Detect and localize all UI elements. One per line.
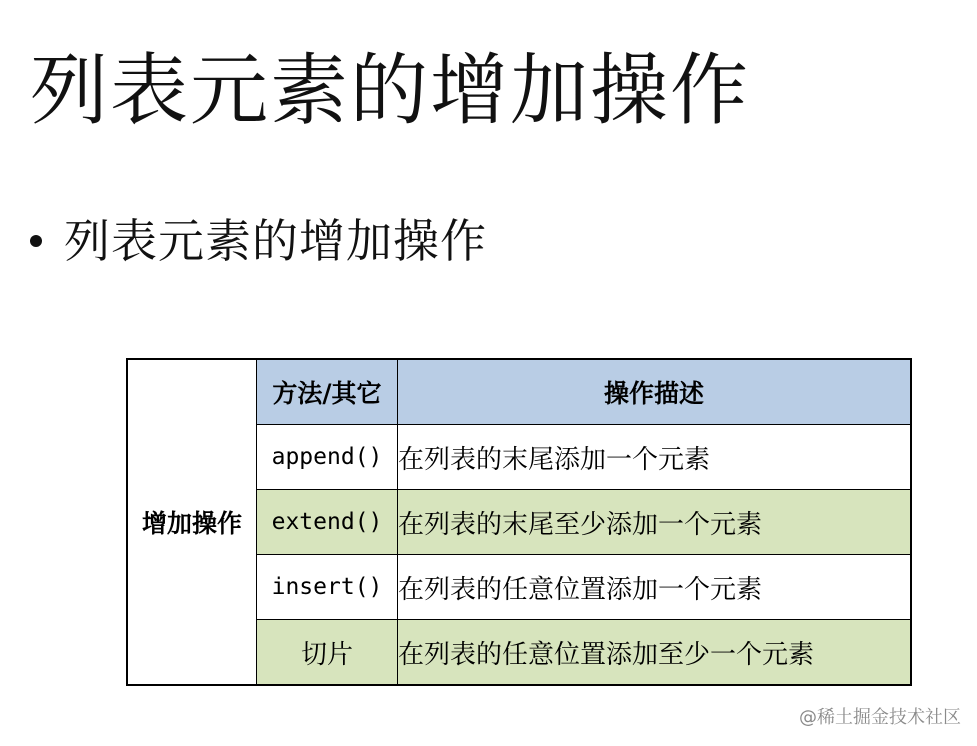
list-add-operations-table (126, 358, 912, 686)
bullet-item (30, 214, 487, 268)
method-cell: 切片 (257, 620, 398, 686)
column-header-method: 方法/其它 (257, 359, 398, 425)
table-header-row (127, 359, 911, 425)
group-label-cell: 增加操作 (127, 359, 257, 685)
method-cell: insert() (257, 555, 398, 620)
bullet-text: 列表元素的增加操作 (64, 214, 487, 268)
description-cell: 在列表的末尾添加一个元素 (398, 425, 912, 490)
watermark: @稀土掘金技术社区 (799, 707, 961, 728)
description-cell: 在列表的任意位置添加一个元素 (398, 555, 912, 620)
description-cell: 在列表的任意位置添加至少一个元素 (398, 620, 912, 686)
method-cell: extend() (257, 490, 398, 555)
column-header-description: 操作描述 (398, 359, 912, 425)
method-cell: append() (257, 425, 398, 490)
description-cell: 在列表的末尾至少添加一个元素 (398, 490, 912, 555)
bullet-dot-icon (30, 235, 42, 247)
slide-title: 列表元素的增加操作 (30, 46, 751, 136)
